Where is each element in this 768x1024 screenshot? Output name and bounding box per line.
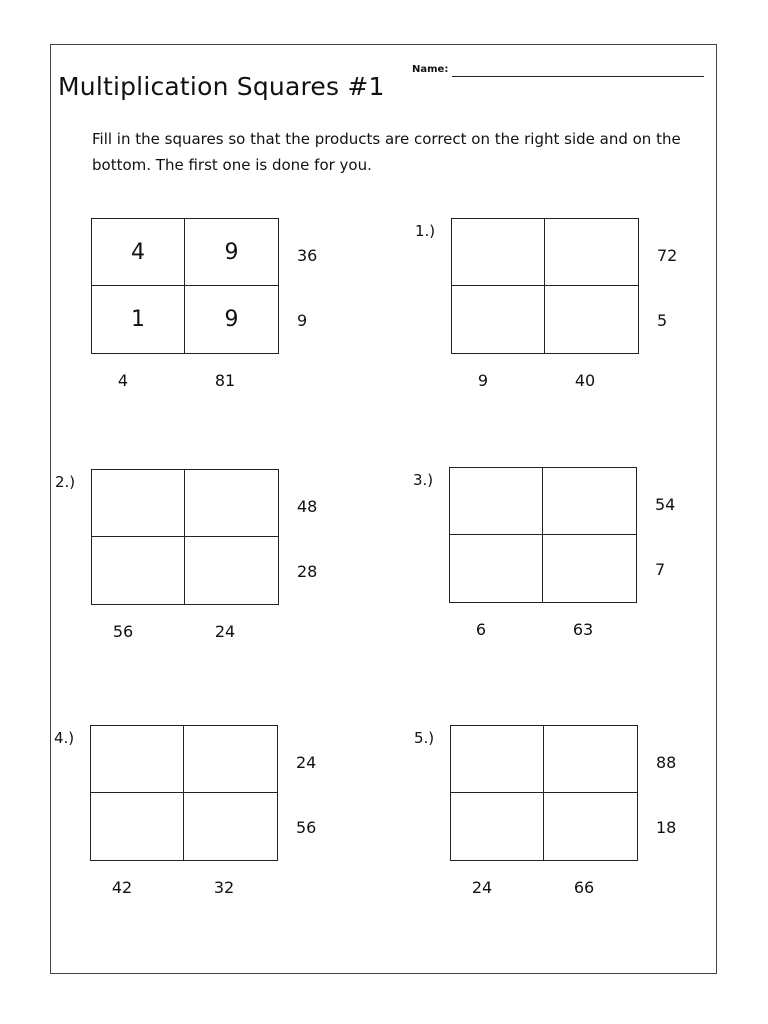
grid-cell[interactable]	[91, 726, 184, 793]
grid-cell: 1	[92, 286, 185, 353]
column-product: 4	[117, 371, 129, 390]
column-product: 9	[477, 371, 489, 390]
row-product: 36	[297, 246, 318, 265]
row-product: 24	[296, 753, 317, 772]
grid-cell[interactable]	[450, 535, 543, 602]
row-product: 72	[657, 246, 678, 265]
grid-cell: 4	[92, 219, 185, 286]
column-product: 24	[214, 622, 236, 641]
instructions: Fill in the squares so that the products are correct on the right side and on the bottom. The first one is done for you.	[92, 130, 681, 174]
row-product: 7	[655, 560, 666, 579]
page-title: Multiplication Squares #1	[58, 72, 385, 101]
grid-cell[interactable]	[450, 468, 543, 535]
grid-cell[interactable]	[92, 537, 185, 604]
column-product: 56	[112, 622, 134, 641]
column-product: 66	[573, 878, 595, 897]
puzzle-label: 1.)	[415, 222, 436, 240]
column-product: 81	[214, 371, 236, 390]
puzzle-label: 2.)	[55, 473, 76, 491]
puzzle-5	[414, 725, 750, 915]
grid-cell[interactable]	[452, 219, 545, 286]
grid-cell: 9	[185, 219, 278, 286]
row-product: 48	[297, 497, 318, 516]
puzzle-4	[54, 725, 390, 915]
multiplication-grid	[91, 469, 279, 605]
grid-cell[interactable]	[184, 726, 277, 793]
row-product: 9	[297, 311, 308, 330]
multiplication-grid	[91, 218, 279, 354]
grid-cell[interactable]	[543, 468, 636, 535]
puzzle-example	[91, 218, 391, 408]
puzzle-label: 5.)	[414, 729, 435, 747]
grid-cell[interactable]	[545, 286, 638, 353]
grid-cell[interactable]	[91, 793, 184, 860]
puzzle-1	[415, 218, 751, 408]
grid-cell[interactable]	[545, 219, 638, 286]
puzzle-3	[413, 467, 749, 657]
row-product: 28	[297, 562, 318, 581]
puzzle-label: 3.)	[413, 471, 434, 489]
grid-cell[interactable]	[185, 470, 278, 537]
column-product: 24	[471, 878, 493, 897]
grid-cell[interactable]	[184, 793, 277, 860]
grid-cell[interactable]	[451, 793, 544, 860]
multiplication-grid	[451, 218, 639, 354]
name-label: Name:	[412, 64, 449, 75]
puzzle-label: 4.)	[54, 729, 75, 747]
grid-cell[interactable]	[543, 535, 636, 602]
multiplication-grid	[450, 725, 638, 861]
row-product: 54	[655, 495, 676, 514]
row-product: 5	[657, 311, 668, 330]
multiplication-grid	[449, 467, 637, 603]
column-product: 40	[574, 371, 596, 390]
row-product: 56	[296, 818, 317, 837]
column-product: 32	[213, 878, 235, 897]
multiplication-grid	[90, 725, 278, 861]
grid-cell[interactable]	[185, 537, 278, 604]
grid-cell[interactable]	[452, 286, 545, 353]
column-product: 6	[475, 620, 487, 639]
grid-cell[interactable]	[544, 726, 637, 793]
grid-cell[interactable]	[451, 726, 544, 793]
grid-cell[interactable]	[544, 793, 637, 860]
row-product: 18	[656, 818, 677, 837]
column-product: 42	[111, 878, 133, 897]
row-product: 88	[656, 753, 677, 772]
grid-cell: 9	[224, 307, 239, 332]
column-product: 63	[572, 620, 594, 639]
name-line	[452, 76, 704, 77]
puzzle-2	[55, 469, 391, 659]
grid-cell[interactable]	[92, 470, 185, 537]
